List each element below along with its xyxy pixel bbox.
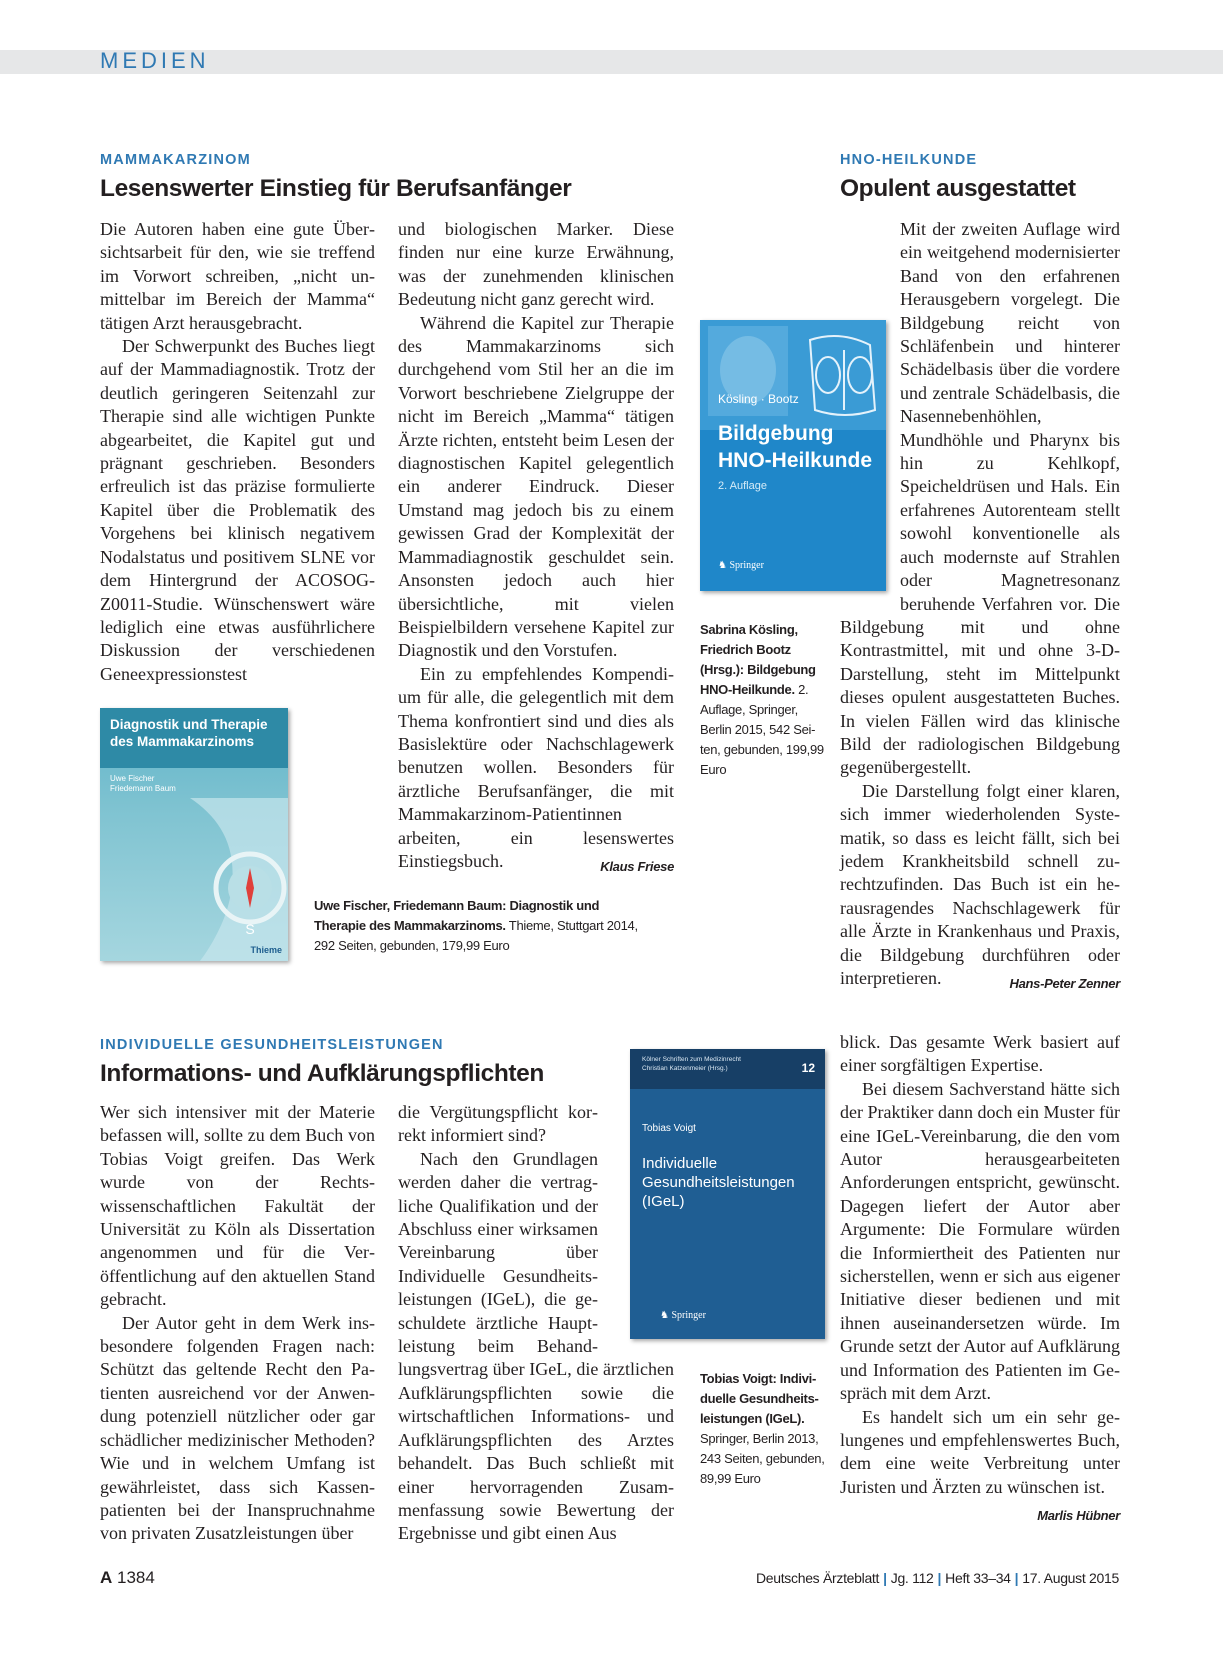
- article1-column1: [100, 218, 375, 686]
- cover2-illustration: [700, 320, 886, 430]
- book-cover-igel: [630, 1049, 825, 1339]
- article1-column2: [398, 218, 674, 878]
- cover1-illustration: [100, 708, 288, 961]
- article2-author: Hans-Peter Zenner: [1009, 976, 1120, 991]
- cover2-publisher: ♞ Springer: [718, 560, 764, 571]
- cover3-series: Kölner Schriften zum Medizinrecht Christian Katzenmeier (Hrsg.): [642, 1056, 741, 1072]
- article3-col1-para2: Der Autor geht in dem Werk insbesondere folgenden Fragen nach: Schützt das geltende Recht den Patienten ausreichend vor der Anwendung potenziell nützlicher oder gar schädlicher medizinischer Methoden? Wie und in welchem Umfang ist gewährleistet, dass sich Kassenpatienten bei der Inanspruchnahme von privaten Zusatzleistungen über: [100, 1312, 375, 1544]
- article2-headline: Opulent ausgestattet: [840, 175, 1076, 202]
- footer-separator: |: [1014, 1570, 1019, 1586]
- book-cover-hno: [700, 320, 886, 591]
- cover2-authors: Kösling · Bootz: [718, 392, 799, 406]
- article1-col2-para3: Ein zu empfehlendes Kompendium für alle, die gelegentlich mit dem Thema konfrontiert sind und dies als Basislektüre oder Nachschlagewerk benutzen wollen. Besonders für ärztliche Berufsanfänger, die mit Mammakarzinom-Patientinnen arbeiten, ein lesenswertes Einstiegsbuch. Klaus Friese: [398, 663, 674, 874]
- article1-author: Klaus Friese: [600, 858, 674, 874]
- article3-headline: Informations- und Aufklärungspflichten: [100, 1060, 544, 1087]
- article1-caption: Uwe Fischer, Friedemann Baum: Diagnostik und Therapie des Mammakarzinoms. Thieme, Stuttgart 2014, 292 Seiten, gebunden, 179,99 Euro: [314, 898, 638, 953]
- svg-text:S: S: [245, 921, 255, 937]
- article3-caption: Tobias Voigt: Individuelle Gesundheitsleistungen (IGeL). Springer, Berlin 2013, 243 Seiten, gebunden, 89,99 Euro: [700, 1371, 825, 1486]
- book-cover-mammakarzinom: [100, 708, 288, 961]
- cover2-title: Bildgebung HNO-Heilkunde: [718, 422, 873, 472]
- article2-kicker: HNO-HEILKUNDE: [840, 152, 978, 168]
- footer-separator: |: [883, 1570, 887, 1586]
- article3-col3-para3: Es handelt sich um ein sehr gelungenes und empfehlenswertes Buch, dem eine weite Verbreitung unter Juristen und Ärzten zu wünschen ist. Marlis Hübner: [840, 1406, 1120, 1500]
- article3-col2-para1: die Vergütungspflicht korrekt informiert sind?: [398, 1102, 598, 1146]
- springer-horse-icon: ♞: [718, 560, 730, 571]
- section-label: MEDIEN: [100, 48, 210, 73]
- article3-col3-para2: Bei diesem Sachverstand hätte sich der Praktiker dann doch ein Muster für eine IGeL-Vereinbarung, die den vom Autor herausgearbeiteten Anforderungen entspricht, gewünscht. Dagegen liefert der Autor aber Argumente: Die Formulare würden die Informiertheit des Patienten nur sicherstellen, wenn er sich aus eigener Initiative dieser bedienen und mit ihnen auseinandersetzen würde. Im Grunde setzt der Autor auf Aufklärung und Information des Patienten im Gespräch mit dem Arzt.: [840, 1078, 1120, 1404]
- article1-col1-para2: Der Schwerpunkt des Buches liegt auf der Mammadiagnostik. Trotz der deutlich geringeren Seitenzahl zur Therapie sind alle wichtigen Punkte abgearbeitet, die Kapitel gut und prägnant geschrieben. Besonders erfreulich ist das präzise formulierte Kapitel über die Problematik des Vorgehens bei klinisch negativem Nodalstatus und positivem SLNE vor dem Hintergrund der ACOSOG-Z0011-Studie. Wünschenswert wäre lediglich eine etwas ausführlichere Diskussion der verschiedenen Geneexpressionstest: [100, 336, 375, 684]
- article2-para2: Die Darstellung folgt einer klaren, sich immer wiederholenden Systematik, so dass es leicht fällt, sich bei jedem Krankheitsbild schnell zurechtzufinden. Das Buch ist ein herausragendes Nachschlagewerk für alle Ärzte in Krankenhaus und Praxis, die Bildgebung durchführen oder interpretieren. Hans-Peter Zenner: [840, 780, 1120, 991]
- article3-kicker: INDIVIDUELLE GESUNDHEITSLEISTUNGEN: [100, 1037, 444, 1053]
- article3-col3-para1: blick. Das gesamte Werk basiert auf einer sorgfältigen Expertise.: [840, 1032, 1120, 1076]
- cover1-publisher: Thieme: [250, 945, 282, 955]
- article1-col2-para1: und biologischen Marker. Diese finden nur eine kurze Erwähnung, was der zunehmenden klinischen Bedeutung nicht ganz gerecht wird.: [398, 219, 674, 310]
- article3-col2-para2: Nach den Grundlagen werden daher die vertragliche Qualifikation und der Abschluss einer wirksamen Vereinbarung über Individuelle Gesundheitsleistungen (IGeL), die geschuldete ärztliche Hauptleistung beim Behandlungsvertrag über IGeL, die ärztlichen Aufklärungspflichten sowie die wirtschaftlichen Informations- und Aufklärungspflichten des Arztes behandelt. Das Buch schließt mit einer hervorragenden Zusammenfassung sowie Bewertung der Ergebnisse und gibt einen Aus: [398, 1148, 674, 1544]
- footer-citation: Deutsches Ärzteblatt | Jg. 112 | Heft 33–34 | 17. August 2015: [755, 1570, 1119, 1586]
- cover3-title: Individuelle Gesundheitsleistungen (IGeL): [642, 1155, 795, 1210]
- article3-author: Marlis Hübner: [1037, 1508, 1120, 1524]
- cover3-author: Tobias Voigt: [642, 1123, 696, 1134]
- page-number: A 1384: [100, 1568, 155, 1587]
- article1-kicker: MAMMAKARZINOM: [100, 152, 251, 168]
- cover2-edition: 2. Auflage: [718, 480, 767, 492]
- springer-horse-icon: ♞: [660, 1310, 672, 1321]
- article1-headline: Lesenswerter Einstieg für Berufsanfänger: [100, 175, 572, 202]
- article3-column1: [100, 1101, 375, 1546]
- cover1-title: Diagnostik und Therapie des Mammakarzinoms: [110, 717, 268, 749]
- article2-para1: Mit der zweiten Auflage wird ein weitgehend modernisierter Band von den erfahrenen Herausgebern vorgelegt. Die Bildgebung reicht von Schläfenbein und hinterer Schädelbasis über die vordere und zentrale Schädelbasis, die Nasennebenhöhlen, Mundhöhle und Pharynx bis hin zu Kehlkopf, Speicheldrüsen und Hals. Ein erfahrenes Autorenteam stellt sowohl konventionelle als auch modernste auf Strahlen oder Magnetresonanz beruhende Verfahren vor. Die Bildgebung mit und ohne Kontrastmittel, mit und ohne 3-D-Darstellung, steht im Mittelpunkt dieses opulent ausgestatteten Buches. In vielen Fällen wird das klinische Bild der radiologischen Bildgebung gegenübergestellt.: [840, 219, 1120, 778]
- article3-col1-para1: Wer sich intensiver mit der Materie befassen will, sollte zu dem Buch von Tobias Voigt greifen. Das Werk wurde von der Rechtswissenschaftlichen Fakultät der Universität zu Köln als Dissertation angenommen und für die Veröffentlichung auf den aktuellen Stand gebracht.: [100, 1102, 375, 1310]
- cover1-authors: Uwe Fischer Friedemann Baum: [110, 774, 176, 793]
- article2-caption: Sabrina Kösling, Friedrich Bootz (Hrsg.): Bildgebung HNO-Heilkunde. 2. Auflage, Springer, Berlin 2015, 542 Seiten, gebunden, 199,99 Euro: [700, 622, 824, 777]
- cover3-number: 12: [801, 1061, 815, 1075]
- footer-separator: |: [937, 1570, 942, 1586]
- cover3-publisher: ♞ Springer: [660, 1310, 706, 1321]
- article3-column3: [840, 1031, 1120, 1528]
- article1-col2-para2: Während die Kapitel zur Therapie des Mammakarzinoms sich durchgehend vom Stil her an die im Vorwort beschriebene Zielgruppe der nicht im Bereich „Mamma“ tätigen Ärzte richten, entsteht beim Lesen der diagnostischen Kapitel gelegentlich ein anderer Eindruck. Dieser Umstand mag jedoch bis zu einem gewissen Grad der Komplexität der Mammadiagnostik geschuldet sein. Ansonsten jedoch auch hier übersichtliche, mit vielen Beispielbildern versehene Kapitel zur Diagnostik und den Vorstufen.: [398, 312, 674, 661]
- article1-col1-para1: Die Autoren haben eine gute Übersichtsarbeit für den, wie sie treffend im Vorwort schreiben, „nicht unmittelbar im Bereich der Mamma“ tätigen Arzt herausgebracht.: [100, 219, 375, 333]
